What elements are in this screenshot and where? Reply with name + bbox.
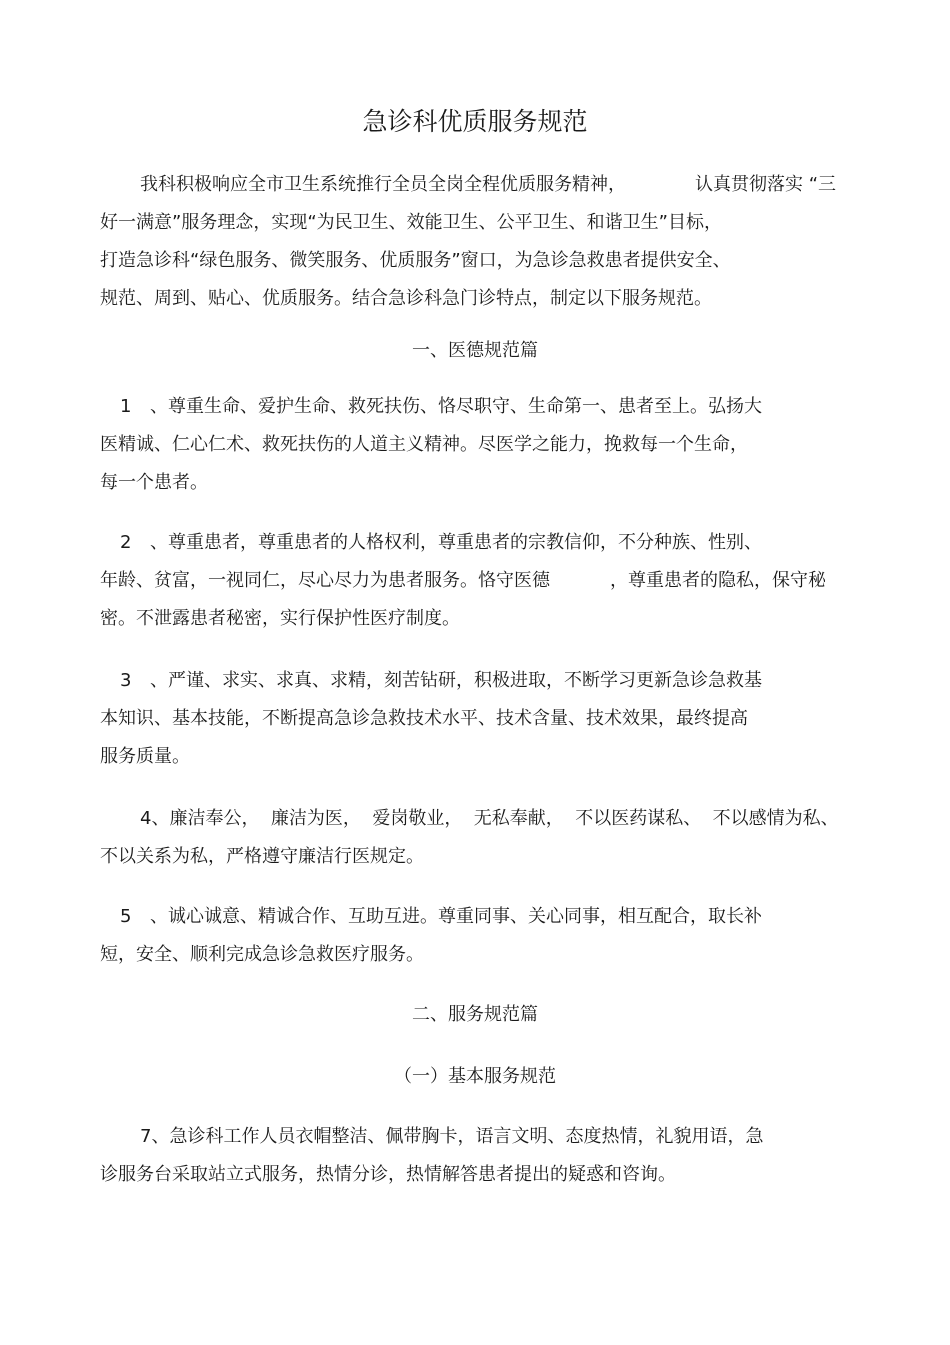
intro-line-4: 规范、周到、贴心、优质服务。结合急诊科急门诊特点，制定以下服务规范。 [100,288,712,309]
item-4-line-2: 不以关系为私，严格遵守廉洁行医规定。 [100,846,424,867]
intro-line-2: 好一满意”服务理念，实现“为民卫生、效能卫生、公平卫生、和谐卫生”目标， [100,212,722,233]
intro-line-3: 打造急诊科“绿色服务、微笑服务、优质服务”窗口，为急诊急救患者提供安全、 [100,250,731,271]
item-4-line-1: 4、廉洁奉公， 廉洁为医， 爱岗敬业， 无私奉献， 不以医药谋私、 不以感情为私、 [140,808,839,829]
intro-line-1a: 我科积极响应全市卫生系统推行全员全岗全程优质服务精神， [140,174,626,195]
item-1-line-1: 、尊重生命、爱护生命、救死扶伤、恪尽职守、生命第一、患者至上。弘扬大 [150,396,762,417]
item-3-line-1: 、严谨、求实、求真、求精，刻苦钻研，积极进取，不断学习更新急诊急救基 [150,670,762,691]
item-7-line-1: 7、急诊科工作人员衣帽整洁、佩带胸卡，语言文明、态度热情，礼貌用语，急 [140,1126,764,1147]
subsection-heading-basic-service: （一）基本服务规范 [394,1066,556,1087]
item-2-line-1: 、尊重患者，尊重患者的人格权利，尊重患者的宗教信仰，不分种族、性别、 [150,532,762,553]
item-3-line-2: 本知识、基本技能，不断提高急诊急救技术水平、技术含量、技术效果，最终提高 [100,708,748,729]
item-7-line-2: 诊服务台采取站立式服务，热情分诊，热情解答患者提出的疑惑和咨询。 [100,1164,676,1185]
item-2-line-3: 密。不泄露患者秘密，实行保护性医疗制度。 [100,608,460,629]
item-5-line-1: 、诚心诚意、精诚合作、互助互进。尊重同事、关心同事，相互配合，取长补 [150,906,762,927]
item-2-line-2b: ，尊重患者的隐私，保守秘 [610,570,826,591]
item-5-number: 5 [120,906,132,927]
item-3-line-3: 服务质量。 [100,746,190,767]
document-title: 急诊科优质服务规范 [362,107,588,136]
item-2-line-2a: 年龄、贫富，一视同仁，尽心尽力为患者服务。恪守医德 [100,570,550,591]
item-2-number: 2 [120,532,132,553]
item-5-line-2: 短，安全、顺利完成急诊急救医疗服务。 [100,944,424,965]
item-1-line-2: 医精诚、仁心仁术、救死扶伤的人道主义精神。尽医学之能力，挽救每一个生命， [100,434,748,455]
section-heading-service: 二、服务规范篇 [412,1004,538,1025]
item-1-number: 1 [120,396,132,417]
section-heading-medical-ethics: 一、医德规范篇 [412,340,538,361]
item-3-number: 3 [120,670,132,691]
item-1-line-3: 每一个患者。 [100,472,208,493]
intro-line-1b: 认真贯彻落实 “三 [695,174,837,195]
